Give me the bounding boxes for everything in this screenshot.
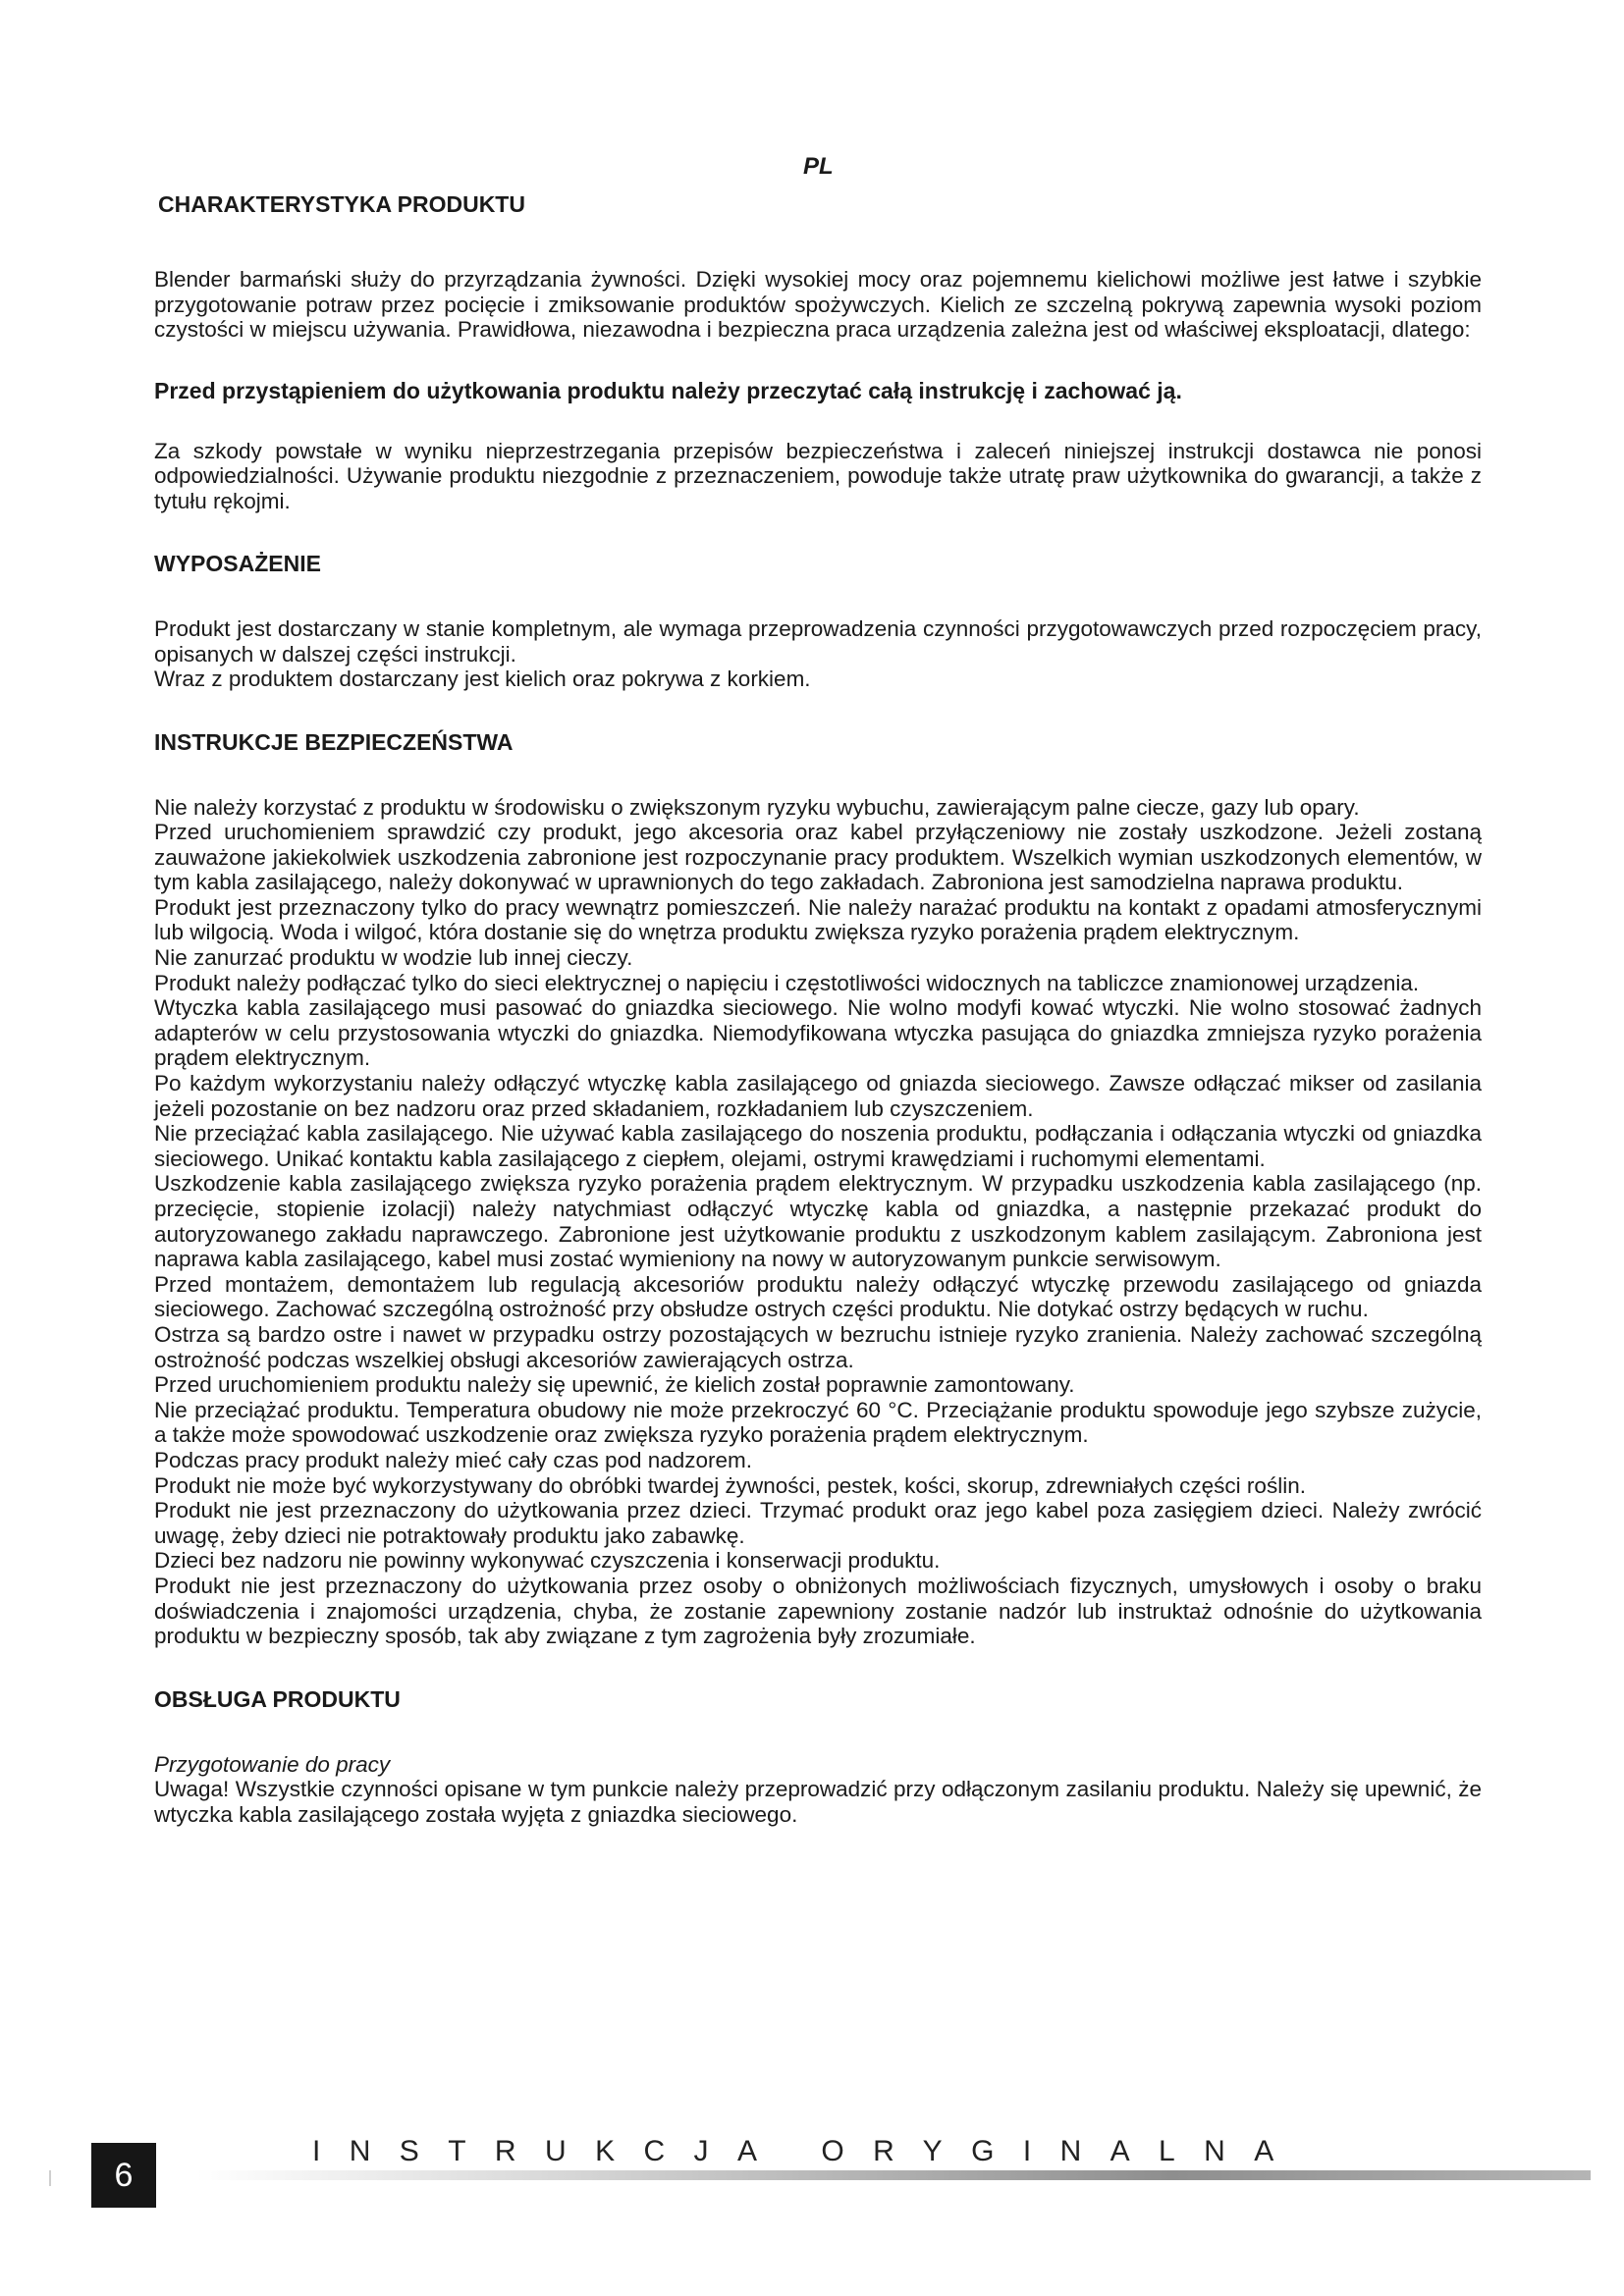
read-manual-warning: Przed przystąpieniem do użytkowania produktu należy przeczytać całą instrukcję i zachować ją. bbox=[154, 377, 1182, 403]
page-number: 6 bbox=[91, 2143, 156, 2208]
safety-paragraph: Nie przeciążać kabla zasilającego. Nie używać kabla zasilającego do noszenia produktu, podłączania i odłączania wtyczki od gniazdka sieciowego. Unikać kontaktu kabla zasilającego z ciepłem, olejami, ostrymi krawędziami i ruchomymi elementami. bbox=[154, 1121, 1482, 1171]
footer-divider bbox=[196, 2170, 1591, 2180]
safety-paragraph: Produkt nie może być wykorzystywany do obróbki twardej żywności, pestek, kości, skorup, zdrewniałych części roślin. bbox=[154, 1472, 1306, 1498]
footer-tick bbox=[49, 2170, 51, 2186]
safety-paragraph: Przed uruchomieniem produktu należy się upewnić, że kielich został poprawnie zamontowany. bbox=[154, 1372, 1075, 1398]
equipment-paragraph: Produkt jest dostarczany w stanie kompletnym, ale wymaga przeprowadzenia czynności przygotowawczych przed rozpoczęciem pracy, opisanych w dalszej części instrukcji. bbox=[154, 616, 1482, 667]
safety-paragraph: Podczas pracy produkt należy mieć cały czas pod nadzorem. bbox=[154, 1447, 753, 1472]
safety-paragraph: Nie przeciążać produktu. Temperatura obudowy nie może przekroczyć 60 °C. Przeciążanie produktu spowoduje jego szybsze zużycie, a także może spowodować uszkodzenie oraz zwiększa ryzyko porażenia prądem elektrycznym. bbox=[154, 1397, 1482, 1448]
operation-paragraph: Uwaga! Wszystkie czynności opisane w tym punkcie należy przeprowadzić przy odłączonym zasilaniu produktu. Należy się upewnić, że wtyczka kabla zasilającego została wyjęta z gniazdka sieciowego. bbox=[154, 1777, 1482, 1827]
safety-paragraph: Dzieci bez nadzoru nie powinny wykonywać czyszczenia i konserwacji produktu. bbox=[154, 1548, 941, 1574]
section-title-safety: INSTRUKCJE BEZPIECZEŃSTWA bbox=[154, 728, 514, 755]
safety-paragraph: Przed montażem, demontażem lub regulacją akcesoriów produktu należy odłączyć wtyczkę przewodu zasilającego od gniazda sieciowego. Zachować szczególną ostrożność przy obsłudze ostrych części produktu. Nie dotykać ostrzy będących w ruchu. bbox=[154, 1271, 1482, 1322]
page-footer bbox=[0, 2125, 1624, 2214]
safety-paragraph: Uszkodzenie kabla zasilającego zwiększa ryzyko porażenia prądem elektrycznym. W przypadku uszkodzenia kabla zasilającego (np. przecięcie, stopienie izolacji) należy natychmiast odłączyć wtyczkę kabla od gniazdka, a następnie przekazać produkt do autoryzowanego zakładu naprawczego. Zabronione jest użytkowanie produktu z uszkodzonym kablem zasilającym. Zabroniona jest naprawa kabla zasilającego, kabel musi zostać wymieniony na nowy w autoryzowanym punkcie serwisowym. bbox=[154, 1171, 1482, 1272]
operation-subtitle: Przygotowanie do pracy bbox=[154, 1751, 391, 1777]
safety-instructions bbox=[154, 795, 1482, 1649]
characteristics-intro: Blender barmański służy do przyrządzania żywności. Dzięki wysokiej mocy oraz pojemnemu kielichowi możliwe jest łatwe i szybkie przygotowanie potraw przez pocięcie i zmiksowanie produktów spożywczych. Kielich ze szczelną pokrywą zapewnia wysoki poziom czystości w miejscu używania. Prawidłowa, niezawodna i bezpieczna praca urządzenia zależna jest od właściwej eksploatacji, dlatego: bbox=[154, 267, 1482, 342]
safety-paragraph: Po każdym wykorzystaniu należy odłączyć wtyczkę kabla zasilającego od gniazda sieciowego. Zawsze odłączać mikser od zasilania jeżeli pozostanie on bez nadzoru oraz przed składaniem, rozkładaniem lub czyszczeniem. bbox=[154, 1071, 1482, 1121]
section-title-characteristics: CHARAKTERYSTYKA PRODUKTU bbox=[158, 191, 525, 217]
safety-paragraph: Wtyczka kabla zasilającego musi pasować do gniazdka sieciowego. Nie wolno modyfi kować wtyczki. Nie wolno stosować żadnych adapterów w celu przystosowania wtyczki do gniazdka. Niemodyfikowana wtyczka pasująca do gniazdka zmniejsza ryzyko porażenia prądem elektrycznym. bbox=[154, 995, 1482, 1071]
safety-paragraph: Nie zanurzać produktu w wodzie lub innej cieczy. bbox=[154, 945, 633, 971]
equipment-paragraph: Wraz z produktem dostarczany jest kielich oraz pokrywa z korkiem. bbox=[154, 667, 811, 691]
section-title-operation: OBSŁUGA PRODUKTU bbox=[154, 1685, 401, 1712]
safety-paragraph: Produkt należy podłączać tylko do sieci elektrycznej o napięciu i częstotliwości widocznych na tabliczce znamionowej urządzenia. bbox=[154, 970, 1420, 995]
safety-paragraph: Nie należy korzystać z produktu w środowisku o zwiększonym ryzyku wybuchu, zawierającym palne ciecze, gazy lub opary. bbox=[154, 794, 1360, 820]
document-body bbox=[154, 188, 1482, 1861]
footer-title: INSTRUKCJA ORYGINALNA bbox=[312, 2135, 1303, 2167]
liability-paragraph: Za szkody powstałe w wyniku nieprzestrzegania przepisów bezpieczeństwa i zaleceń niniejszej instrukcji dostawca nie ponosi odpowiedzialności. Używanie produktu niezgodnie z przeznaczeniem, powoduje także utratę praw użytkownika do gwarancji, a także z tytułu rękojmi. bbox=[154, 438, 1482, 513]
safety-paragraph: Produkt nie jest przeznaczony do użytkowania przez dzieci. Trzymać produkt oraz jego kabel poza zasięgiem dzieci. Należy zwrócić uwagę, żeby dzieci nie potraktowały produktu jako zabawkę. bbox=[154, 1498, 1482, 1548]
safety-paragraph: Ostrza są bardzo ostre i nawet w przypadku ostrzy pozostających w bezruchu istnieje ryzyko zranienia. Należy zachować szczególną ostrożność podczas wszelkiej obsługi akcesoriów zawierających ostrza. bbox=[154, 1321, 1482, 1372]
safety-paragraph: Produkt jest przeznaczony tylko do pracy wewnątrz pomieszczeń. Nie należy narażać produktu na kontakt z opadami atmosferycznymi lub wilgocią. Woda i wilgoć, która dostanie się do wnętrza produktu zwiększa ryzyko porażenia prądem elektrycznym. bbox=[154, 894, 1482, 945]
section-title-equipment: WYPOSAŻENIE bbox=[154, 551, 321, 576]
language-code: PL bbox=[803, 153, 834, 180]
safety-paragraph: Przed uruchomieniem sprawdzić czy produkt, jego akcesoria oraz kabel przyłączeniowy nie zostały uszkodzone. Jeżeli zostaną zauważone jakiekolwiek uszkodzenia zabronione jest rozpoczynanie pracy produktem. Wszelkich wymian uszkodzonych elementów, w tym kabla zasilającego, należy dokonywać w uprawnionych do tego zakładach. Zabroniona jest samodzielna naprawa produktu. bbox=[154, 820, 1482, 895]
safety-paragraph: Produkt nie jest przeznaczony do użytkowania przez osoby o obniżonych możliwościach fizycznych, umysłowych i osoby o braku doświadczenia i znajomości urządzenia, chyba, że zostanie zapewniony zostanie nadzór lub instruktaż odnośnie do użytkowania produktu w bezpieczny sposób, tak aby związane z tym zagrożenia były zrozumiałe. bbox=[154, 1573, 1482, 1649]
